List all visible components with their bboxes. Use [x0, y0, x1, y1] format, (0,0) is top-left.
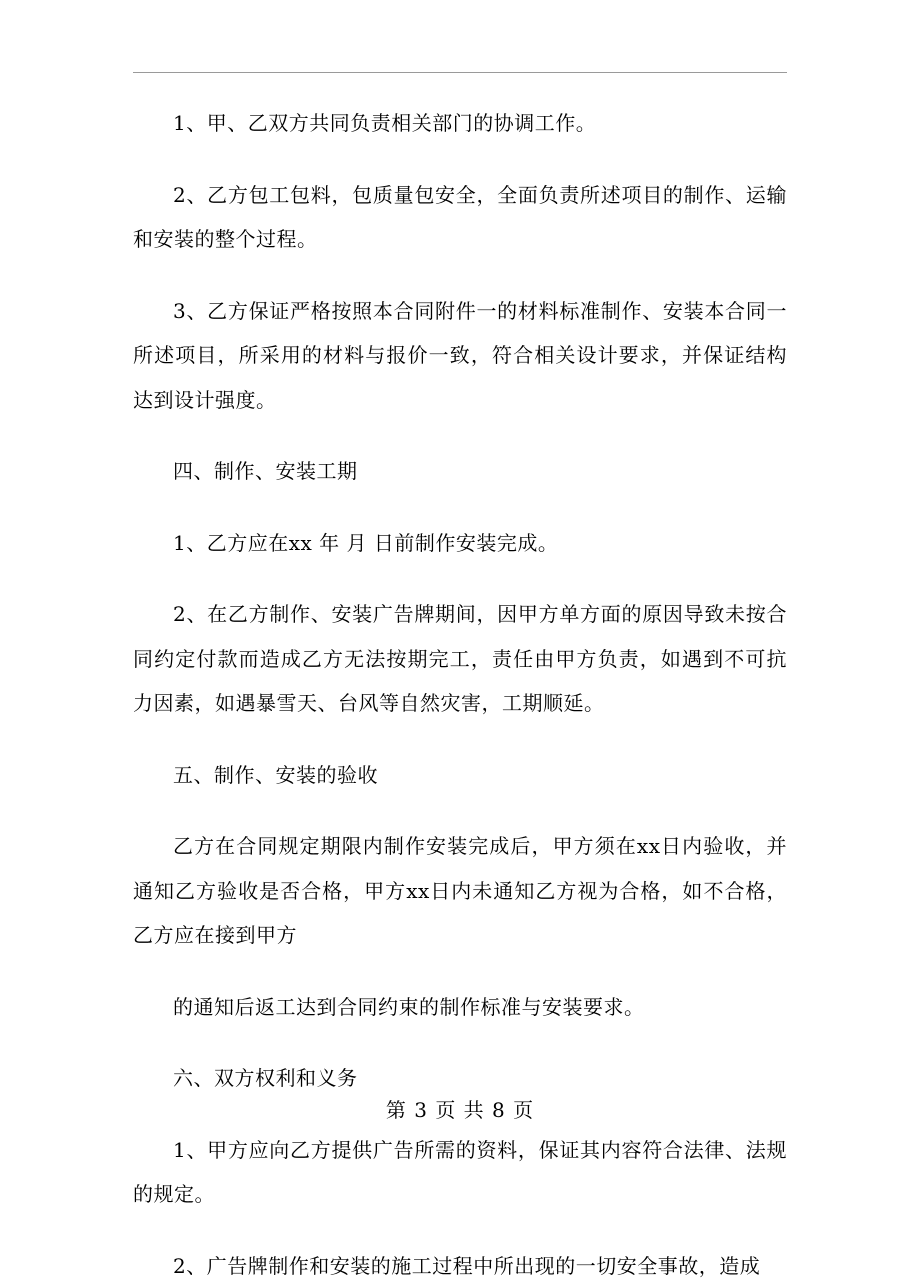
section-heading: 五、制作、安装的验收	[133, 753, 787, 798]
paragraph: 2、广告牌制作和安装的施工过程中所出现的一切安全事故，造成	[133, 1244, 787, 1288]
paragraph: 1、乙方应在xx 年 月 日前制作安装完成。	[133, 521, 787, 566]
paragraph: 的通知后返工达到合同约束的制作标准与安装要求。	[133, 985, 787, 1030]
paragraph: 2、乙方包工包料，包质量包安全，全面负责所述项目的制作、运输和安装的整个过程。	[133, 173, 787, 262]
section-heading: 六、双方权利和义务	[133, 1056, 787, 1101]
header-rule	[133, 72, 787, 73]
paragraph: 3、乙方保证严格按照本合同附件一的材料标准制作、安装本合同一所述项目，所采用的材料与报价一致，符合相关设计要求，并保证结构达到设计强度。	[133, 289, 787, 423]
paragraph: 2、在乙方制作、安装广告牌期间，因甲方单方面的原因导致未按合同约定付款而造成乙方无法按期完工，责任由甲方负责，如遇到不可抗力因素，如遇暴雪天、台风等自然灾害，工期顺延。	[133, 592, 787, 726]
section-heading: 四、制作、安装工期	[133, 449, 787, 494]
paragraph: 1、甲方应向乙方提供广告所需的资料，保证其内容符合法律、法规的规定。	[133, 1128, 787, 1217]
paragraph: 乙方在合同规定期限内制作安装完成后，甲方须在xx日内验收，并通知乙方验收是否合格，甲方xx日内未通知乙方视为合格，如不合格，乙方应在接到甲方	[133, 824, 787, 958]
paragraph: 1、甲、乙双方共同负责相关部门的协调工作。	[133, 101, 787, 146]
page-number: 第 3 页 共 8 页	[0, 1095, 920, 1125]
